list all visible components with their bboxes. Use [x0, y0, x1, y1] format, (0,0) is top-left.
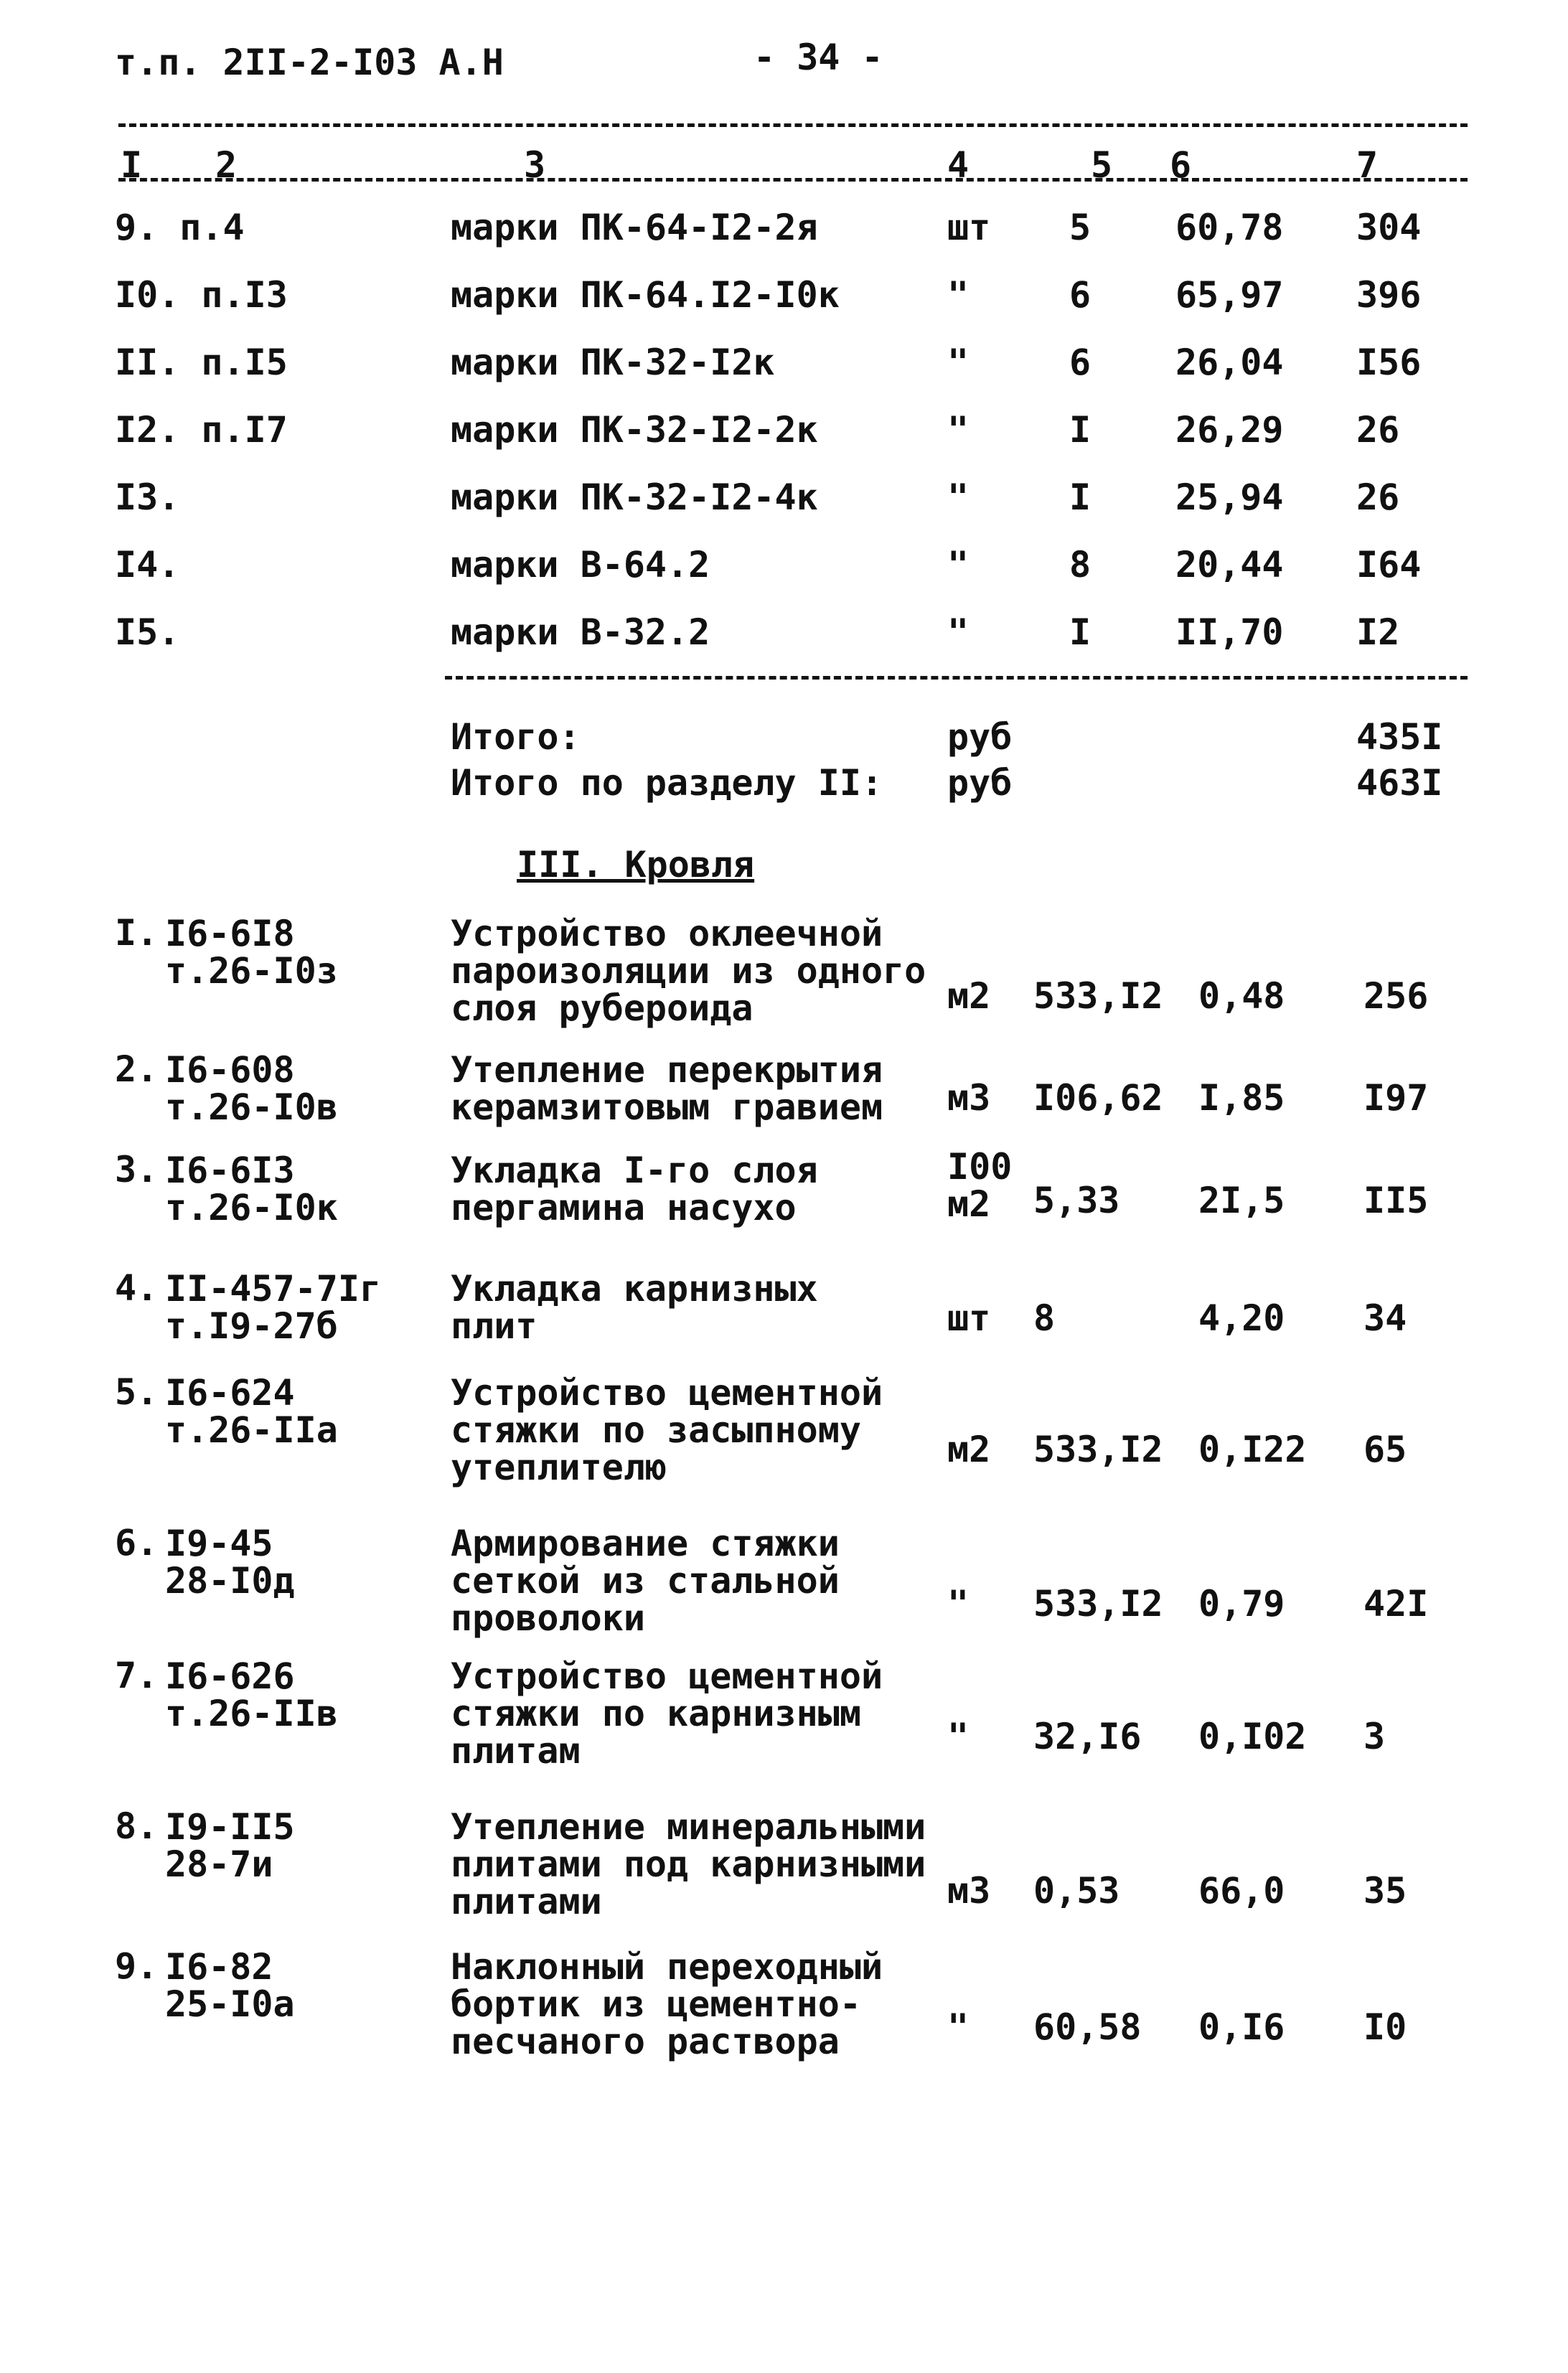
row-unit: "	[947, 476, 970, 518]
row-total: I64	[1356, 544, 1422, 586]
section-total-value: 463I	[1356, 762, 1443, 804]
row-quantity: 0,53	[1033, 1870, 1120, 1912]
section-total-label: Итого по разделу II:	[451, 762, 883, 804]
row-total: 256	[1363, 975, 1429, 1017]
row-total: 65	[1363, 1429, 1407, 1470]
total-label: Итого:	[451, 716, 581, 758]
row-quantity: 32,I6	[1033, 1716, 1142, 1757]
row-unit: "	[947, 2006, 970, 2048]
row-number: I2. п.I7	[115, 409, 288, 451]
row-description: Наклонный переходный бортик из цементно- песчаного раствора	[451, 1946, 883, 2062]
subtotal-rule	[445, 676, 1468, 680]
row-total: 26	[1356, 409, 1400, 451]
row-quantity: 6	[1069, 274, 1092, 316]
row-number: 7.	[115, 1655, 159, 1696]
row-number: 6.	[115, 1522, 159, 1564]
row-total: 34	[1363, 1297, 1407, 1339]
row-code: I9-II5 28-7и	[165, 1806, 295, 1885]
row-price: 0,48	[1198, 975, 1285, 1017]
row-description: марки ПК-32-I2-4к	[451, 476, 818, 518]
row-description: Утепление перекрытия керамзитовым гравием	[451, 1049, 883, 1128]
row-price: 60,78	[1175, 207, 1284, 248]
row-total: I0	[1363, 2006, 1407, 2048]
column-header-7: 7	[1356, 144, 1379, 186]
column-header-1: I	[121, 144, 143, 186]
row-quantity: 533,I2	[1033, 1583, 1163, 1625]
row-total: 3	[1363, 1716, 1386, 1757]
row-number: I3.	[115, 476, 180, 518]
row-number: I4.	[115, 544, 180, 586]
row-price: 0,79	[1198, 1583, 1285, 1625]
row-unit: "	[947, 274, 970, 316]
row-unit: шт	[947, 207, 991, 248]
row-description: Армирование стяжки сеткой из стальной проволоки	[451, 1523, 840, 1639]
row-description: марки ПК-64-I2-2я	[451, 207, 818, 248]
row-number: I0. п.I3	[115, 274, 288, 316]
row-quantity: I	[1069, 409, 1092, 451]
document-code: т.п. 2II-2-I03 А.Н	[115, 42, 504, 83]
row-number: II. п.I5	[115, 342, 288, 383]
row-total: 304	[1356, 207, 1422, 248]
row-quantity: 533,I2	[1033, 975, 1163, 1017]
row-number: 2.	[115, 1048, 159, 1090]
row-number: 4.	[115, 1267, 159, 1309]
row-quantity: I06,62	[1033, 1077, 1163, 1119]
row-unit: м3	[947, 1077, 991, 1119]
table-top-rule	[118, 123, 1468, 127]
row-number: I5.	[115, 611, 180, 653]
row-total: I56	[1356, 342, 1422, 383]
row-unit: м2	[947, 1429, 991, 1470]
row-code: I6-608 т.26-I0в	[165, 1049, 338, 1128]
row-quantity: 6	[1069, 342, 1092, 383]
row-price: 0,I22	[1198, 1429, 1307, 1470]
row-description: Утепление минеральными плитами под карнизными плитами	[451, 1806, 926, 1922]
row-quantity: 5	[1069, 207, 1092, 248]
row-total: 396	[1356, 274, 1422, 316]
row-total: I2	[1356, 611, 1400, 653]
row-total: 26	[1356, 476, 1400, 518]
row-description: марки В-32.2	[451, 611, 710, 653]
row-code: II-457-7Iг т.I9-27б	[165, 1268, 382, 1347]
column-header-5: 5	[1091, 144, 1113, 186]
row-number: 3.	[115, 1149, 159, 1190]
row-unit: шт	[947, 1297, 991, 1339]
page-number: - 34 -	[754, 37, 883, 78]
row-unit: "	[947, 342, 970, 383]
total-unit: руб	[947, 716, 1013, 758]
row-description: марки ПК-32-I2-2к	[451, 409, 818, 451]
column-header-4: 4	[947, 144, 970, 186]
row-price: 26,29	[1175, 409, 1284, 451]
row-quantity: 8	[1069, 544, 1092, 586]
section-total-unit: руб	[947, 762, 1013, 804]
row-code: I6-624 т.26-IIа	[165, 1372, 338, 1451]
row-price: 0,I02	[1198, 1716, 1307, 1757]
row-price: 66,0	[1198, 1870, 1285, 1912]
section-heading: III. Кровля	[517, 844, 755, 885]
row-description: Укладка I-го слоя пергамина насухо	[451, 1150, 818, 1228]
row-number: 5.	[115, 1371, 159, 1413]
row-total: 35	[1363, 1870, 1407, 1912]
row-number: 9.	[115, 1945, 159, 1987]
row-price: II,70	[1175, 611, 1284, 653]
row-unit: м3	[947, 1870, 991, 1912]
row-number: 8.	[115, 1805, 159, 1847]
row-quantity: 5,33	[1033, 1180, 1120, 1221]
row-total: 42I	[1363, 1583, 1429, 1625]
row-number: 9. п.4	[115, 207, 245, 248]
row-price: 4,20	[1198, 1297, 1285, 1339]
row-quantity: 60,58	[1033, 2006, 1142, 2048]
row-unit: "	[947, 1716, 970, 1757]
row-quantity: 533,I2	[1033, 1429, 1163, 1470]
row-description: Устройство цементной стяжки по карнизным плитам	[451, 1655, 883, 1772]
row-code: I6-82 25-I0а	[165, 1946, 295, 2025]
row-unit: "	[947, 409, 970, 451]
row-unit: "	[947, 611, 970, 653]
row-description: марки ПК-64.I2-I0к	[451, 274, 840, 316]
row-price: 0,I6	[1198, 2006, 1285, 2048]
row-price: 26,04	[1175, 342, 1284, 383]
row-price: 20,44	[1175, 544, 1284, 586]
row-code: I6-6I8 т.26-I0з	[165, 913, 338, 992]
total-value: 435I	[1356, 716, 1443, 758]
row-quantity: I	[1069, 476, 1092, 518]
row-description: марки ПК-32-I2к	[451, 342, 775, 383]
column-header-3: 3	[524, 144, 546, 186]
row-description: Укладка карнизных плит	[451, 1268, 818, 1347]
row-unit: I00 м2	[947, 1146, 1013, 1225]
row-price: 65,97	[1175, 274, 1284, 316]
row-total: I97	[1363, 1077, 1429, 1119]
row-quantity: 8	[1033, 1297, 1056, 1339]
column-header-rule	[118, 178, 1468, 182]
row-code: I6-626 т.26-IIв	[165, 1655, 338, 1734]
row-description: марки В-64.2	[451, 544, 710, 586]
row-price: 2I,5	[1198, 1180, 1285, 1221]
row-price: I,85	[1198, 1077, 1285, 1119]
row-code: I6-6I3 т.26-I0к	[165, 1150, 338, 1228]
column-header-2: 2	[215, 144, 238, 186]
row-unit: "	[947, 544, 970, 586]
row-total: II5	[1363, 1180, 1429, 1221]
row-description: Устройство цементной стяжки по засыпному утеплителю	[451, 1372, 883, 1488]
row-unit: "	[947, 1583, 970, 1625]
row-code: I9-45 28-I0д	[165, 1523, 295, 1602]
row-quantity: I	[1069, 611, 1092, 653]
row-number: I.	[115, 912, 159, 954]
column-header-6: 6	[1170, 144, 1192, 186]
row-description: Устройство оклеечной пароизоляции из одного слоя рубероида	[451, 913, 926, 1029]
row-unit: м2	[947, 975, 991, 1017]
row-price: 25,94	[1175, 476, 1284, 518]
